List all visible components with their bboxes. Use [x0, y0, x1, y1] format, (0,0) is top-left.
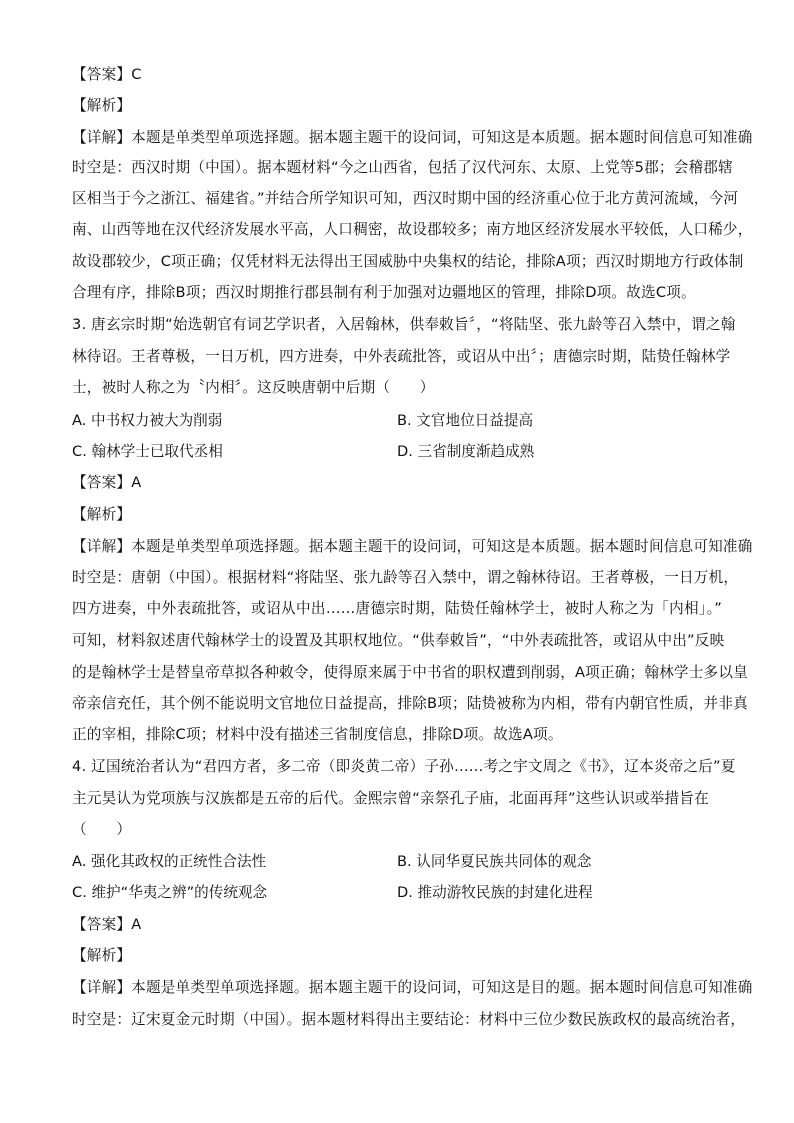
- question-3-option-b: B. 文官地位日益提高: [397, 412, 534, 429]
- answer-value: A: [131, 916, 142, 933]
- analysis-text-line: 合理有序，排除B项；西汉时期推行郡县制有利于加强对边疆地区的管理，排除D项。故选C项。: [72, 284, 696, 301]
- analysis-text-line: 南、山西等地在汉代经济发展水平高，人口稠密，故设郡较多；南方地区经济发展水平较低，人口稀少，: [72, 221, 753, 238]
- analysis-text-line: 区相当于今之浙江、福建省。”并结合所学知识可知，西汉时期中国的经济重心位于北方黄河流域，今河: [72, 190, 739, 207]
- question-4-stem-line: （ ）: [72, 821, 132, 838]
- analysis-text-line: 时空是：西汉时期（中国）。据本题材料“今之山西省，包括了汉代河东、太原、上党等5郡；会稽郡辖: [72, 159, 733, 176]
- question-3-stem-line: 3. 唐玄宗时期“始选朝官有词艺学识者，入居翰林，供奉敕旨〞，“将陆坚、张九龄等召入禁中，谓之翰: [72, 316, 736, 333]
- answer-tag: 【答案】: [72, 916, 132, 933]
- answer-line-q4: [72, 915, 722, 935]
- answer-value: A: [131, 474, 142, 491]
- question-3-stem-line: 士，被时人称之为〝内相〞。这反映唐朝中后期（ ）: [72, 379, 435, 396]
- answer-tag: 【答案】: [72, 474, 132, 491]
- answer-value: C: [131, 66, 142, 83]
- question-4-option-c: C. 维护“华夷之辨”的传统观念: [72, 884, 268, 901]
- analysis-text-line: 帝亲信充任，其个例不能说明文官地位日益提高，排除B项；陆贽被称为内相，带有内朝官性质，并非真: [72, 695, 748, 712]
- analysis-text-line: 时空是：唐朝（中国）。根据材料“将陆坚、张九龄等召入禁中，谓之翰林待诏。王者尊极，一日万机，: [72, 569, 739, 586]
- analysis-text-line: 故设郡较少，C项正确；仅凭材料无法得出王国威胁中央集权的结论，排除A项；西汉时期地方行政体制: [72, 253, 744, 270]
- analysis-text-line: 【详解】本题是单类型单项选择题。据本题主题干的设问词，可知这是目的题。据本题时间信息可知准确: [72, 979, 753, 996]
- analysis-heading-q2: 【解析】: [72, 97, 132, 114]
- question-4-stem-line: 4. 辽国统治者认为“君四方者，多二帝（即炎黄二帝）子孙……考之宇文周之《书》，辽本炎帝之后”夏: [72, 758, 736, 775]
- analysis-text-line: 正的宰相，排除C项；材料中没有描述三省制度信息，排除D项。故选A项。: [72, 726, 563, 743]
- analysis-text-line: 四方进奏，中外表疏批答，或诏从中出……唐德宗时期，陆贽任翰林学士，被时人称之为「内相」。”: [72, 600, 722, 617]
- question-4-option-b: B. 认同华夏民族共同体的观念: [397, 853, 592, 870]
- analysis-text-line: 【详解】本题是单类型单项选择题。据本题主题干的设问词，可知这是本质题。据本题时间信息可知准确: [72, 538, 753, 555]
- analysis-text-line: 的是翰林学士是替皇帝草拟各种敕令，使得原来属于中书省的职权遭到削弱，A项正确；翰林学士多以皇: [72, 664, 748, 681]
- question-3-option-d: D. 三省制度渐趋成熟: [397, 443, 535, 460]
- analysis-heading-q4: 【解析】: [72, 947, 132, 964]
- question-3-stem-line: 林待诏。王者尊极，一日万机，四方进奏，中外表疏批答，或诏从中出〞；唐德宗时期，陆贽任翰林学: [72, 348, 731, 365]
- question-4-stem-line: 主元昊认为党项族与汉族都是五帝的后代。金熙宗曾“亲祭孔子庙，北面再拜”这些认识或举措旨在: [72, 790, 709, 807]
- question-3-option-a: A. 中书权力被大为削弱: [72, 412, 223, 429]
- analysis-heading-q3: 【解析】: [72, 506, 132, 523]
- analysis-text-line: 【详解】本题是单类型单项选择题。据本题主题干的设问词，可知这是本质题。据本题时间信息可知准确: [72, 129, 753, 146]
- answer-tag: 【答案】: [72, 66, 132, 83]
- analysis-text-line: 可知，材料叙述唐代翰林学士的设置及其职权地位。“供奉敕旨”，“中外表疏批答，或诏从中出”反映: [72, 632, 725, 649]
- answer-line-q2: [72, 65, 722, 85]
- question-3-option-c: C. 翰林学士已取代丞相: [72, 443, 223, 460]
- answer-line-q3: [72, 473, 722, 493]
- question-4-option-a: A. 强化其政权的正统性合法性: [72, 853, 267, 870]
- question-4-option-d: D. 推动游牧民族的封建化进程: [397, 884, 593, 901]
- analysis-text-line: 时空是：辽宋夏金元时期（中国）。据本题材料得出主要结论：材料中三位少数民族政权的最高统治者，: [72, 1011, 746, 1028]
